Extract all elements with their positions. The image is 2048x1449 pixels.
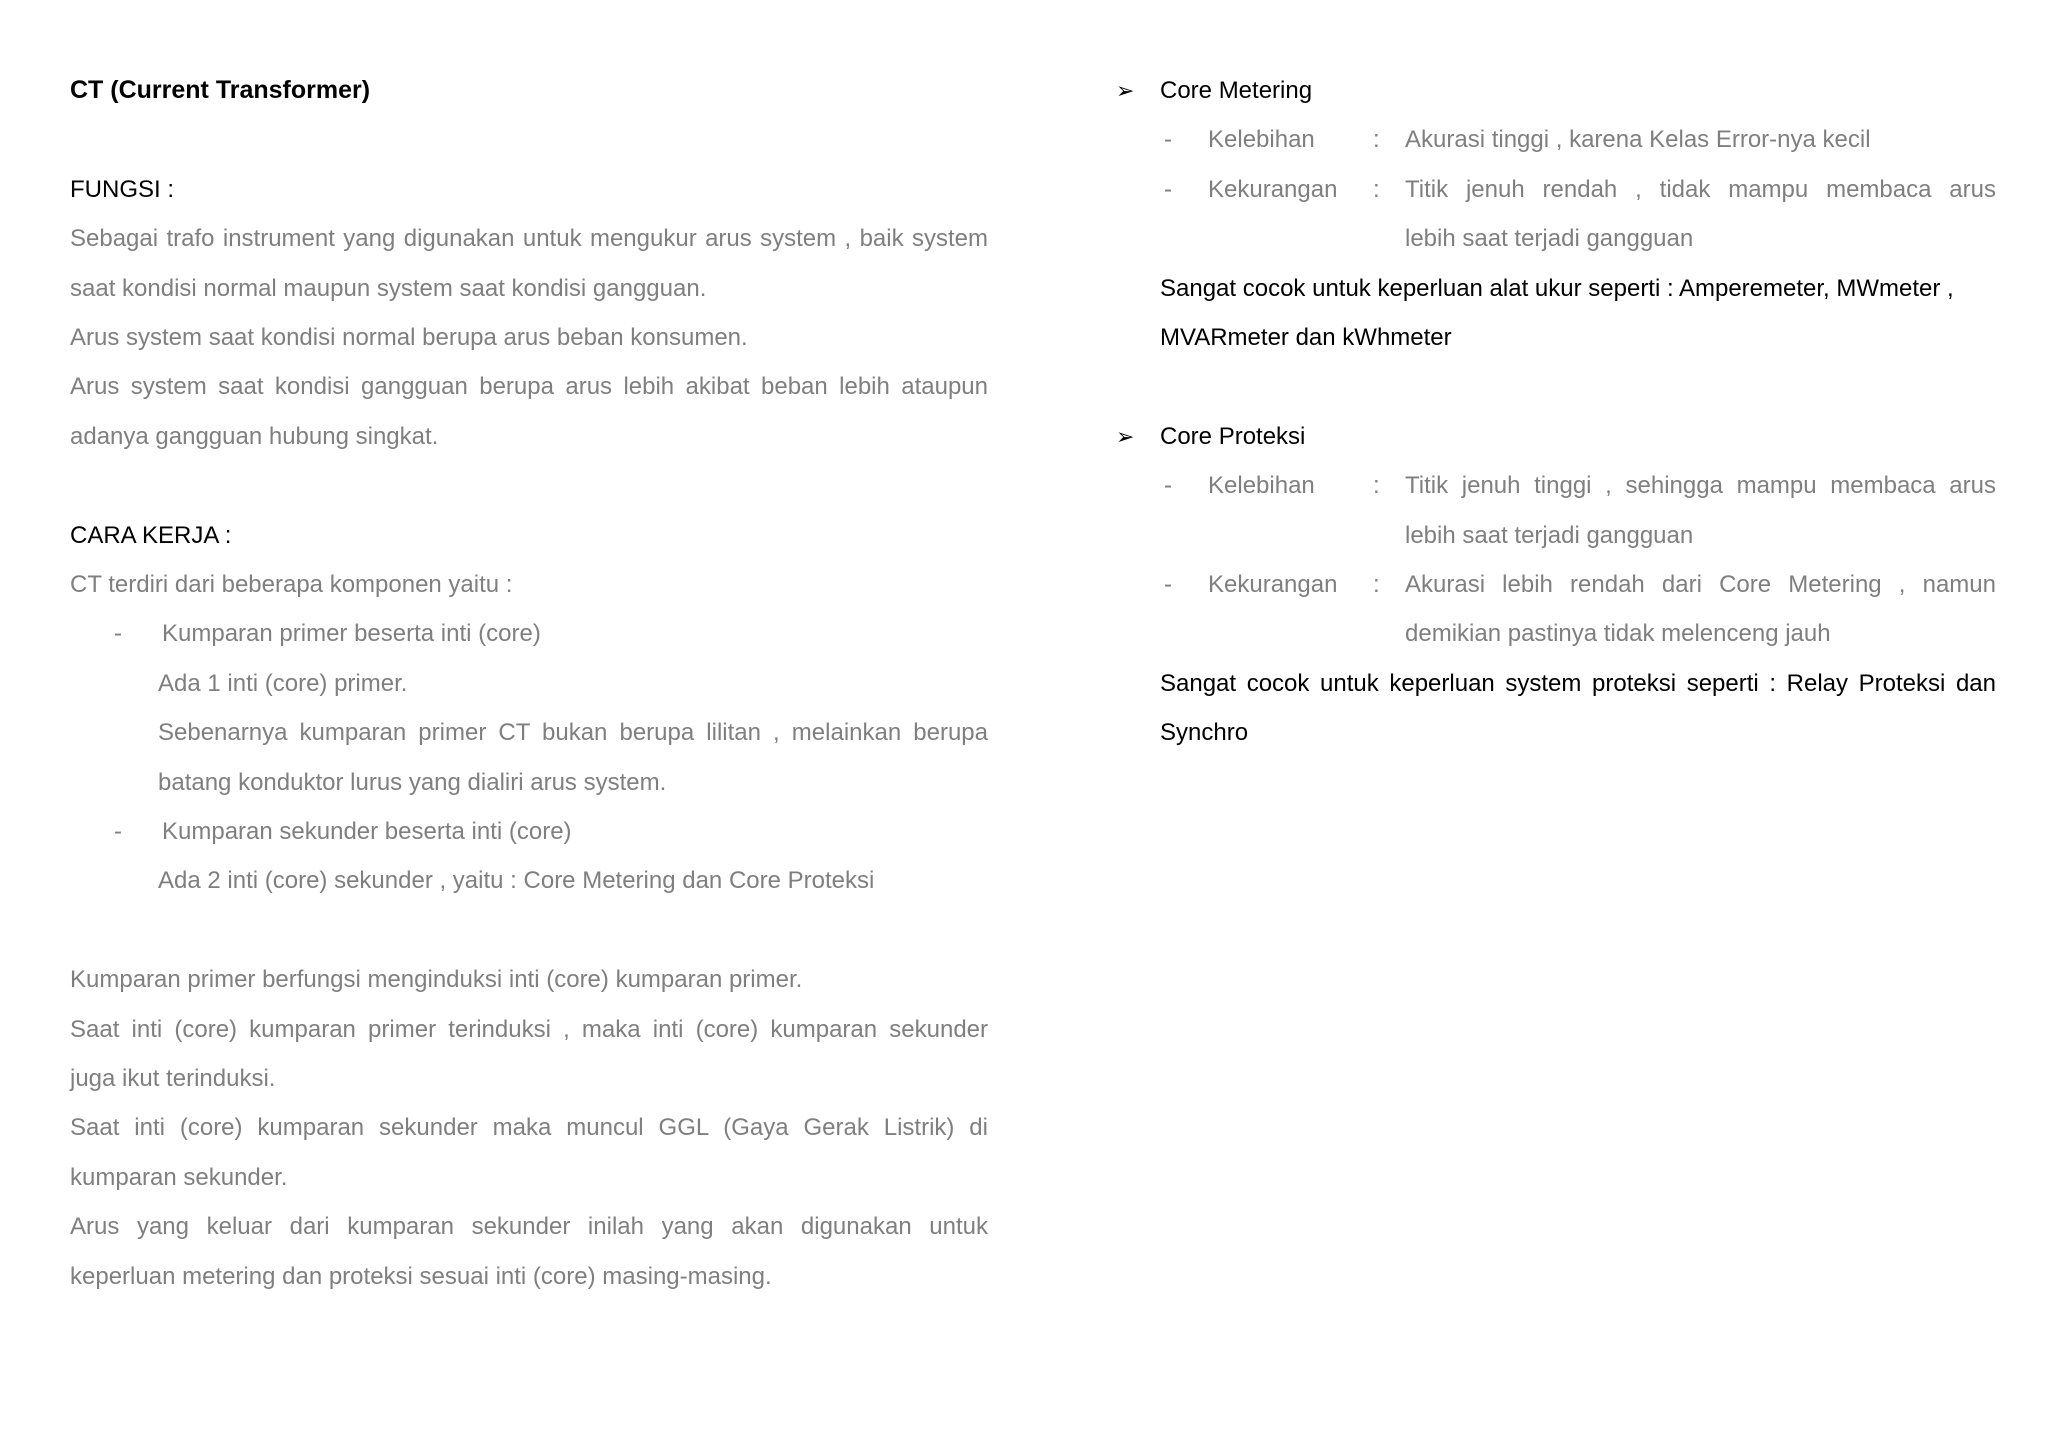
dash-bullet: - [1164, 126, 1172, 154]
right-column [1116, 66, 1996, 758]
dash-bullet: - [1164, 472, 1172, 500]
fungsi-line: saat kondisi normal maupun system saat kondisi gangguan. [70, 274, 707, 302]
explanation-line: Kumparan primer berfungsi menginduksi inti (core) kumparan primer. [70, 966, 803, 994]
explanation-line: keperluan metering dan proteksi sesuai inti (core) masing-masing. [70, 1262, 772, 1290]
row-key: Kelebihan [1208, 472, 1315, 500]
fungsi-line: Arus system saat kondisi normal berupa arus beban konsumen. [70, 324, 748, 352]
dash-bullet: - [114, 620, 122, 648]
fungsi-heading: FUNGSI : [70, 175, 175, 203]
row-key: Kekurangan [1208, 175, 1338, 203]
core-metering-heading-row [1116, 66, 1996, 115]
row-value-line: Akurasi tinggi , karena Kelas Error-nya kecil [1405, 126, 1871, 154]
component-label: Kumparan sekunder beserta inti (core) [162, 818, 572, 846]
row-key: Kelebihan [1208, 126, 1315, 154]
component-detail: batang konduktor lurus yang dialiri arus system. [158, 768, 667, 796]
explanation-line: Arus yang keluar dari kumparan sekunder inilah yang akan digunakan untuk [70, 1213, 988, 1241]
fungsi-line: Sebagai trafo instrument yang digunakan untuk mengukur arus system , baik system [70, 225, 988, 253]
component-item [70, 609, 988, 658]
row-value-line: lebih saat terjadi gangguan [1405, 521, 1694, 549]
component-item [70, 807, 988, 856]
dash-bullet: - [1164, 571, 1172, 599]
metering-kelebihan-row [1116, 115, 1996, 164]
component-detail: Sebenarnya kumparan primer CT bukan berupa lilitan , melainkan berupa [158, 719, 988, 747]
row-value-line: Titik jenuh rendah , tidak mampu membaca arus [1405, 175, 1996, 203]
fungsi-line: Arus system saat kondisi gangguan berupa arus lebih akibat beban lebih ataupun [70, 373, 988, 401]
metering-kekurangan-row [1116, 165, 1996, 264]
core-metering-heading: Core Metering [1160, 77, 1313, 104]
core-proteksi-heading-row [1116, 412, 1996, 461]
row-key: Kekurangan [1208, 571, 1338, 599]
row-value [1405, 165, 1996, 264]
component-label: Kumparan primer beserta inti (core) [162, 620, 541, 648]
proteksi-summary: Sangat cocok untuk keperluan system proteksi seperti : Relay Proteksi dan [1160, 669, 1996, 697]
spacer [70, 461, 988, 510]
arrow-bullet-icon: ➢ [1116, 423, 1135, 449]
arrow-bullet-icon: ➢ [1116, 78, 1135, 103]
cara-kerja-heading: CARA KERJA : [70, 521, 232, 549]
spacer [1116, 362, 1996, 411]
row-colon: : [1373, 126, 1380, 154]
spacer [70, 906, 988, 955]
row-colon: : [1373, 472, 1380, 500]
dash-bullet: - [114, 818, 122, 846]
row-value [1405, 560, 1996, 659]
row-value [1405, 115, 1996, 164]
dash-bullet: - [1164, 175, 1172, 203]
proteksi-kelebihan-row [1116, 461, 1996, 560]
row-colon: : [1373, 571, 1380, 599]
cara-kerja-intro: CT terdiri dari beberapa komponen yaitu : [70, 571, 513, 599]
core-proteksi-heading: Core Proteksi [1160, 422, 1306, 450]
explanation-line: Saat inti (core) kumparan primer terinduksi , maka inti (core) kumparan sekunder [70, 1015, 988, 1043]
explanation-line: kumparan sekunder. [70, 1163, 288, 1191]
proteksi-summary: Synchro [1160, 719, 1249, 747]
component-detail: Ada 2 inti (core) sekunder , yaitu : Core Metering dan Core Proteksi [158, 867, 875, 895]
explanation-line: Saat inti (core) kumparan sekunder maka muncul GGL (Gaya Gerak Listrik) di [70, 1114, 988, 1142]
spacer [70, 115, 988, 164]
row-value-line: Akurasi lebih rendah dari Core Metering , namun [1405, 571, 1996, 599]
explanation-line: juga ikut terinduksi. [70, 1065, 276, 1093]
row-colon: : [1373, 175, 1380, 203]
row-value-line: demikian pastinya tidak melenceng jauh [1405, 620, 1831, 648]
row-value-line: lebih saat terjadi gangguan [1405, 225, 1694, 253]
fungsi-line: adanya gangguan hubung singkat. [70, 422, 439, 450]
proteksi-kekurangan-row [1116, 560, 1996, 659]
row-value-line: Titik jenuh tinggi , sehingga mampu membaca arus [1405, 472, 1996, 500]
component-detail: Ada 1 inti (core) primer. [158, 669, 408, 697]
metering-summary: Sangat cocok untuk keperluan alat ukur seperti : Amperemeter, MWmeter , [1160, 274, 1954, 302]
metering-summary: MVARmeter dan kWhmeter [1160, 324, 1452, 352]
left-column [70, 66, 988, 1301]
document-title: CT (Current Transformer) [70, 76, 371, 104]
row-value [1405, 461, 1996, 560]
